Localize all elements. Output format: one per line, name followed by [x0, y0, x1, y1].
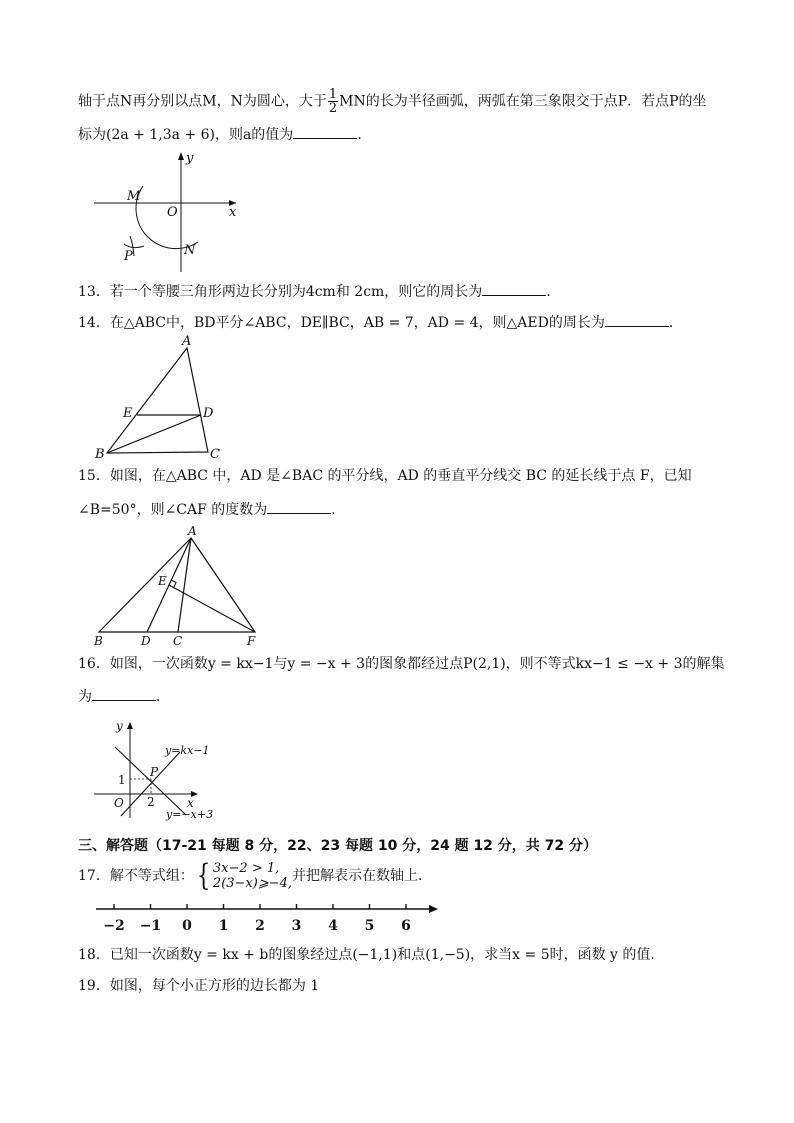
q13-answer-blank[interactable]	[482, 281, 546, 296]
q12-fraction	[328, 88, 338, 115]
q13-end: ．	[546, 284, 561, 300]
q15-label-d: D	[141, 634, 151, 648]
q15-label-f: F	[247, 634, 256, 648]
q19-line: 19．如图，每个小正方形的边长都为 1	[78, 978, 320, 994]
q15-line1	[78, 467, 692, 485]
q17-tick-label: 0	[182, 918, 192, 934]
q18-line: 18．已知一次函数y = kx + b的图象经过点(−1,1)和点(1,−5)，求当x = 5时，函数 y 的值．	[78, 947, 665, 963]
q16-line1	[78, 655, 725, 673]
q15-line2	[78, 499, 345, 519]
q15-answer-blank[interactable]	[267, 499, 331, 514]
q13-line	[78, 281, 560, 301]
q17-tick-label: −1	[139, 918, 162, 934]
q12-label-x: x	[229, 205, 237, 220]
q12-line1-a: 轴于点N再分别以点M，N为圆心，大于	[78, 93, 327, 110]
q15-triangle-abf	[99, 538, 255, 632]
q14-label-e: E	[123, 406, 133, 421]
q12-line2-text: 标为(2a + 1,3a + 6)，则a的值为	[78, 127, 294, 143]
q17-tick-label: −2	[103, 918, 125, 934]
q16-figure-svg	[90, 714, 230, 826]
q17-tick-label: 5	[364, 918, 375, 934]
section3-title: 三、解答题（17-21 每题 8 分，22、23 每题 10 分，24 题 12 分，共 72 分）	[78, 838, 598, 854]
q15-line1-text: 15．如图，在△ABC 中，AD 是∠BAC 的平分线，AD 的垂直平分线交 BC 的延长线于点 F，已知	[78, 468, 692, 484]
q16-label-x: x	[187, 796, 194, 810]
q12-y-arrow	[178, 152, 184, 160]
q17-tick-label: 1	[218, 918, 229, 934]
q16-label-two: 2	[147, 795, 155, 809]
q14-answer-blank[interactable]	[605, 312, 669, 327]
q16-line1-text: 16．如图，一次函数y = kx−1与y = −x + 3的图象都经过点P(2,1)，则不等式kx−1 ≤ −x + 3的解集	[78, 656, 725, 672]
q17-tick-label: 6	[401, 918, 411, 934]
q15-figure-svg	[90, 525, 270, 650]
q12-label-o: O	[167, 205, 178, 220]
q14-label-a: A	[182, 334, 192, 349]
q14-text: 14．在△ABC中，BD平分∠ABC，DE∥BC，AB = 7，AD = 4，则△AED的周长为	[78, 315, 605, 331]
q12-label-p: P	[124, 249, 133, 264]
q12-figure-svg	[90, 150, 250, 275]
q12-line1	[78, 88, 707, 115]
q16-answer-blank[interactable]	[92, 686, 156, 701]
q17-number-line-arrow	[429, 905, 438, 913]
q17-ineq1: 3x−2 > 1,	[212, 861, 280, 876]
q15-label-c: C	[173, 634, 183, 648]
q17-ineq2: 2(3−x)⩾−4,	[212, 876, 293, 891]
q12-line2	[78, 124, 371, 144]
q14-end: ．	[668, 315, 683, 331]
q12-line1-b: MN的长为半径画弧，两弧在第三象限交于点P．若点P的坐	[339, 93, 707, 110]
q17-line	[78, 860, 432, 894]
q16-label-line-neg: y=−x+3	[166, 808, 214, 821]
q16-line2-end: ．	[156, 689, 170, 705]
q12-label-m: M	[127, 189, 141, 204]
q15-label-b: B	[94, 634, 103, 648]
q17-number-line-svg	[92, 900, 442, 936]
q12-answer-blank[interactable]	[293, 124, 357, 139]
q14-label-c: C	[210, 447, 220, 462]
q16-label-one: 1	[118, 773, 126, 787]
q12-label-y: y	[186, 151, 194, 166]
q14-figure	[90, 334, 240, 462]
q14-line	[78, 312, 683, 332]
q14-triangle-abc	[107, 348, 208, 453]
q16-y-arrow	[127, 722, 133, 729]
q16-label-y: y	[116, 719, 123, 733]
q12-fraction-denominator: 2	[328, 101, 338, 116]
q15-figure	[90, 525, 270, 650]
q17-prefix: 17．解不等式组：	[78, 868, 194, 884]
q14-figure-svg	[90, 334, 240, 462]
q16-line2-text: 为	[78, 689, 92, 705]
q16-label-p: P	[150, 765, 159, 779]
q17-number-line	[92, 900, 442, 936]
q16-line2	[78, 686, 170, 706]
q16-label-o: O	[114, 796, 124, 810]
q15-line2-end: ．	[331, 502, 346, 518]
q15-segment-ef	[169, 585, 255, 632]
q12-label-n: N	[184, 243, 196, 258]
q12-fraction-numerator: 1	[328, 87, 338, 102]
q13-text: 13．若一个等腰三角形两边长分别为4cm和 2cm，则它的周长为	[78, 284, 483, 300]
q17-tick-label: 3	[291, 918, 302, 934]
q17-system	[213, 861, 292, 891]
q12-arc-mark-1	[124, 244, 144, 248]
q17-brace: {	[196, 858, 211, 893]
q14-label-d: D	[203, 406, 214, 421]
q15-line2-text: ∠B=50°，则∠CAF 的度数为	[78, 502, 268, 518]
q17-suffix: 并把解表示在数轴上．	[292, 868, 433, 884]
q15-label-e: E	[158, 574, 167, 588]
q12-figure	[90, 150, 250, 275]
q14-label-b: B	[95, 447, 105, 462]
q16-label-line-kx: y=kx−1	[165, 744, 210, 757]
q17-tick-label: 2	[255, 918, 265, 934]
q15-label-a: A	[188, 524, 197, 538]
q17-tick-label: 4	[328, 918, 338, 934]
q12-line2-end: ．	[357, 127, 372, 143]
q16-figure	[90, 714, 230, 826]
